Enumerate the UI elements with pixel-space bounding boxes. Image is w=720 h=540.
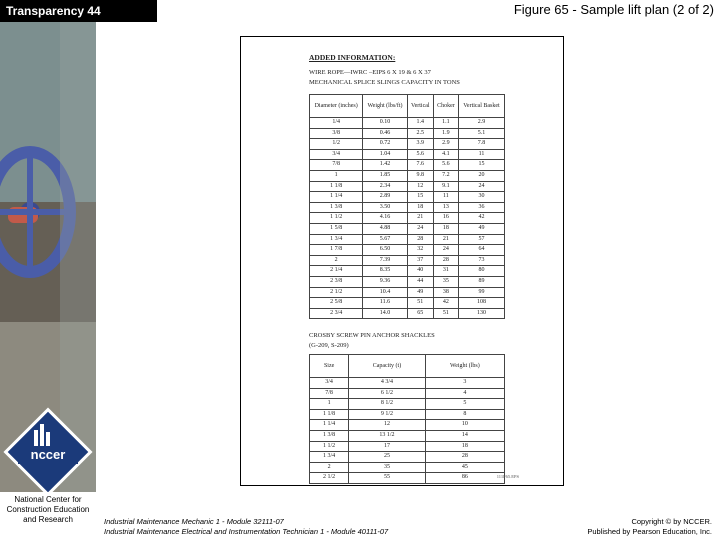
figure-title: Figure 65 - Sample lift plan (2 of 2): [513, 2, 714, 17]
sling-row: [310, 308, 505, 319]
table-cell: 14.0: [363, 308, 407, 319]
shackle-row: [310, 441, 505, 452]
table-cell: 3: [425, 378, 504, 389]
table-cell: 51: [407, 298, 433, 309]
table-cell: 25: [349, 452, 426, 463]
table-cell: 2.5: [407, 128, 433, 139]
table-cell: 3/4: [310, 149, 363, 160]
footer-copyright: [587, 517, 712, 537]
table-cell: 4.16: [363, 213, 407, 224]
sling-row: [310, 139, 505, 150]
table-cell: 1 1/2: [310, 213, 363, 224]
table-cell: 130: [458, 308, 504, 319]
table-cell: 0.46: [363, 128, 407, 139]
table-cell: 1 5/8: [310, 223, 363, 234]
column-header: Vertical Basket: [458, 95, 504, 118]
table-cell: 49: [458, 223, 504, 234]
shackle-table: [309, 354, 505, 484]
footer-modules: [104, 517, 388, 537]
table-cell: 51: [433, 308, 458, 319]
table-cell: 65: [407, 308, 433, 319]
table-cell: 4.1: [433, 149, 458, 160]
shackle-row: [310, 420, 505, 431]
table-cell: 2 3/4: [310, 308, 363, 319]
footer-line-2: Industrial Maintenance Electrical and Instrumentation Technician 1 - Module 40111-07: [104, 527, 389, 536]
table-cell: 20: [458, 170, 504, 181]
table-cell: 6.50: [363, 245, 407, 256]
transparency-label: Transparency 44: [0, 0, 157, 22]
table-cell: 0.10: [363, 118, 407, 129]
shackle-row: [310, 399, 505, 410]
table-cell: 73: [458, 255, 504, 266]
table-cell: 2.9: [458, 118, 504, 129]
sling-row: [310, 192, 505, 203]
footer-line-1: Industrial Maintenance Mechanic 1 - Module 32111-07: [104, 517, 284, 526]
table-cell: 1: [310, 170, 363, 181]
table-cell: 11: [458, 149, 504, 160]
shackle-row: [310, 409, 505, 420]
column-header: Size: [310, 355, 349, 378]
table-cell: 30: [458, 192, 504, 203]
table-cell: 42: [433, 298, 458, 309]
table-cell: 7.39: [363, 255, 407, 266]
table-cell: 8.35: [363, 266, 407, 277]
table-cell: 1 3/8: [310, 430, 349, 441]
sling-row: [310, 128, 505, 139]
org-label: National Center for Construction Education and Research: [6, 495, 90, 524]
table-cell: 24: [407, 223, 433, 234]
table-cell: 1 3/4: [310, 452, 349, 463]
column-header: Diameter (inches): [310, 95, 363, 118]
table-cell: 3.50: [363, 202, 407, 213]
table-cell: 13 1/2: [349, 430, 426, 441]
table-cell: 1 7/8: [310, 245, 363, 256]
sling-row: [310, 266, 505, 277]
table-cell: 28: [433, 255, 458, 266]
column-header: Capacity (t): [349, 355, 426, 378]
table-cell: 0.72: [363, 139, 407, 150]
figure-stamp: 111F65.EPS: [496, 474, 519, 479]
shackle-row: [310, 388, 505, 399]
table-cell: 17: [349, 441, 426, 452]
table-cell: 1 1/8: [310, 181, 363, 192]
table-cell: 4 3/4: [349, 378, 426, 389]
table-cell: 1/2: [310, 139, 363, 150]
table-cell: 36: [458, 202, 504, 213]
table-cell: 3.9: [407, 139, 433, 150]
table-cell: 21: [433, 234, 458, 245]
table-cell: 1.4: [407, 118, 433, 129]
shackle-row: [310, 452, 505, 463]
table-cell: 64: [458, 245, 504, 256]
table-cell: 9.8: [407, 170, 433, 181]
table-cell: 2 5/8: [310, 298, 363, 309]
table-cell: 40: [407, 266, 433, 277]
sling-row: [310, 245, 505, 256]
sling-row: [310, 223, 505, 234]
sling-row: [310, 170, 505, 181]
table-cell: 89: [458, 276, 504, 287]
table-cell: 2 1/2: [310, 287, 363, 298]
publisher-text: Published by Pearson Education, Inc.: [587, 527, 712, 536]
table-cell: 2.9: [433, 139, 458, 150]
table-cell: 37: [407, 255, 433, 266]
table-cell: 3/4: [310, 378, 349, 389]
table-cell: 108: [458, 298, 504, 309]
table-cell: 35: [349, 462, 426, 473]
table-cell: 1.9: [433, 128, 458, 139]
table-cell: 13: [433, 202, 458, 213]
table-cell: 10.4: [363, 287, 407, 298]
sling-row: [310, 298, 505, 309]
table-cell: 11.6: [363, 298, 407, 309]
valve-wheel-image: [0, 22, 96, 492]
column-header: Choker: [433, 95, 458, 118]
table-cell: 1.85: [363, 170, 407, 181]
table-cell: 44: [407, 276, 433, 287]
column-header: Weight (lbs): [425, 355, 504, 378]
table-cell: 1 1/4: [310, 420, 349, 431]
copyright-text: Copyright © by NCCER.: [631, 517, 712, 526]
table-cell: 4.88: [363, 223, 407, 234]
table-cell: 45: [425, 462, 504, 473]
table-cell: 3/8: [310, 128, 363, 139]
wire-rope-heading: WIRE ROPE—IWRC –EIPS 6 X 19 & 6 X 37: [309, 69, 431, 76]
table-cell: 55: [349, 473, 426, 484]
table-cell: 1: [310, 399, 349, 410]
shackle-row: [310, 462, 505, 473]
table-cell: 8 1/2: [349, 399, 426, 410]
table-cell: 7.6: [407, 160, 433, 171]
table-cell: 32: [407, 245, 433, 256]
table-cell: 7/8: [310, 388, 349, 399]
sling-row: [310, 213, 505, 224]
table-cell: 42: [458, 213, 504, 224]
shackle-row: [310, 430, 505, 441]
table-cell: 1.1: [433, 118, 458, 129]
shackle-heading: CROSBY SCREW PIN ANCHOR SHACKLES: [309, 332, 435, 339]
sling-row: [310, 234, 505, 245]
table-cell: 31: [433, 266, 458, 277]
shackle-row: [310, 378, 505, 389]
table-cell: 24: [433, 245, 458, 256]
table-cell: 1.42: [363, 160, 407, 171]
table-cell: 5.6: [407, 149, 433, 160]
sidebar-photo: [0, 22, 96, 492]
column-header: Weight (lbs/ft): [363, 95, 407, 118]
sling-row: [310, 255, 505, 266]
table-cell: 5.1: [458, 128, 504, 139]
table-cell: 1 3/4: [310, 234, 363, 245]
table-cell: 2 1/2: [310, 473, 349, 484]
table-cell: 10: [425, 420, 504, 431]
table-cell: 7.2: [433, 170, 458, 181]
table-cell: 24: [458, 181, 504, 192]
table-cell: 21: [407, 213, 433, 224]
sling-row: [310, 149, 505, 160]
table-cell: 2.89: [363, 192, 407, 203]
table-cell: 7.8: [458, 139, 504, 150]
table-cell: 57: [458, 234, 504, 245]
table-cell: 2: [310, 255, 363, 266]
table-cell: 2 3/8: [310, 276, 363, 287]
table-cell: 99: [458, 287, 504, 298]
lift-plan-page: [240, 36, 564, 486]
shackle-model-heading: (G-209, S-209): [309, 342, 349, 349]
table-cell: 1/4: [310, 118, 363, 129]
table-cell: 38: [433, 287, 458, 298]
table-cell: 15: [458, 160, 504, 171]
table-cell: 6 1/2: [349, 388, 426, 399]
table-cell: 9.36: [363, 276, 407, 287]
nccer-logo-text: nccer: [30, 447, 66, 462]
table-cell: 18: [407, 202, 433, 213]
table-cell: 18: [433, 223, 458, 234]
table-cell: 1.04: [363, 149, 407, 160]
table-cell: 9.1: [433, 181, 458, 192]
shackle-row: [310, 473, 505, 484]
table-cell: 35: [433, 276, 458, 287]
table-cell: 5: [425, 399, 504, 410]
table-cell: 14: [425, 430, 504, 441]
sling-row: [310, 160, 505, 171]
splice-slings-heading: MECHANICAL SPLICE SLINGS CAPACITY IN TONS: [309, 79, 460, 86]
table-cell: 2 1/4: [310, 266, 363, 277]
sling-row: [310, 276, 505, 287]
table-cell: 15: [407, 192, 433, 203]
sling-row: [310, 287, 505, 298]
table-cell: 1 3/8: [310, 202, 363, 213]
sling-row: [310, 118, 505, 129]
section-title: ADDED INFORMATION:: [309, 53, 396, 62]
sling-capacity-table: [309, 94, 505, 319]
table-cell: 1 1/8: [310, 409, 349, 420]
table-cell: 28: [407, 234, 433, 245]
table-cell: 8: [425, 409, 504, 420]
table-cell: 9 1/2: [349, 409, 426, 420]
table-cell: 1 1/2: [310, 441, 349, 452]
table-cell: 4: [425, 388, 504, 399]
table-cell: 11: [433, 192, 458, 203]
table-cell: 49: [407, 287, 433, 298]
table-cell: 2: [310, 462, 349, 473]
table-cell: 2.34: [363, 181, 407, 192]
sling-row: [310, 202, 505, 213]
table-cell: 7/8: [310, 160, 363, 171]
table-cell: 5.6: [433, 160, 458, 171]
table-cell: 5.67: [363, 234, 407, 245]
table-cell: 12: [407, 181, 433, 192]
sling-row: [310, 181, 505, 192]
table-cell: 16: [433, 213, 458, 224]
table-cell: 28: [425, 452, 504, 463]
table-cell: 86: [425, 473, 504, 484]
column-header: Vertical: [407, 95, 433, 118]
table-cell: 1 1/4: [310, 192, 363, 203]
table-cell: 80: [458, 266, 504, 277]
table-cell: 18: [425, 441, 504, 452]
table-cell: 12: [349, 420, 426, 431]
